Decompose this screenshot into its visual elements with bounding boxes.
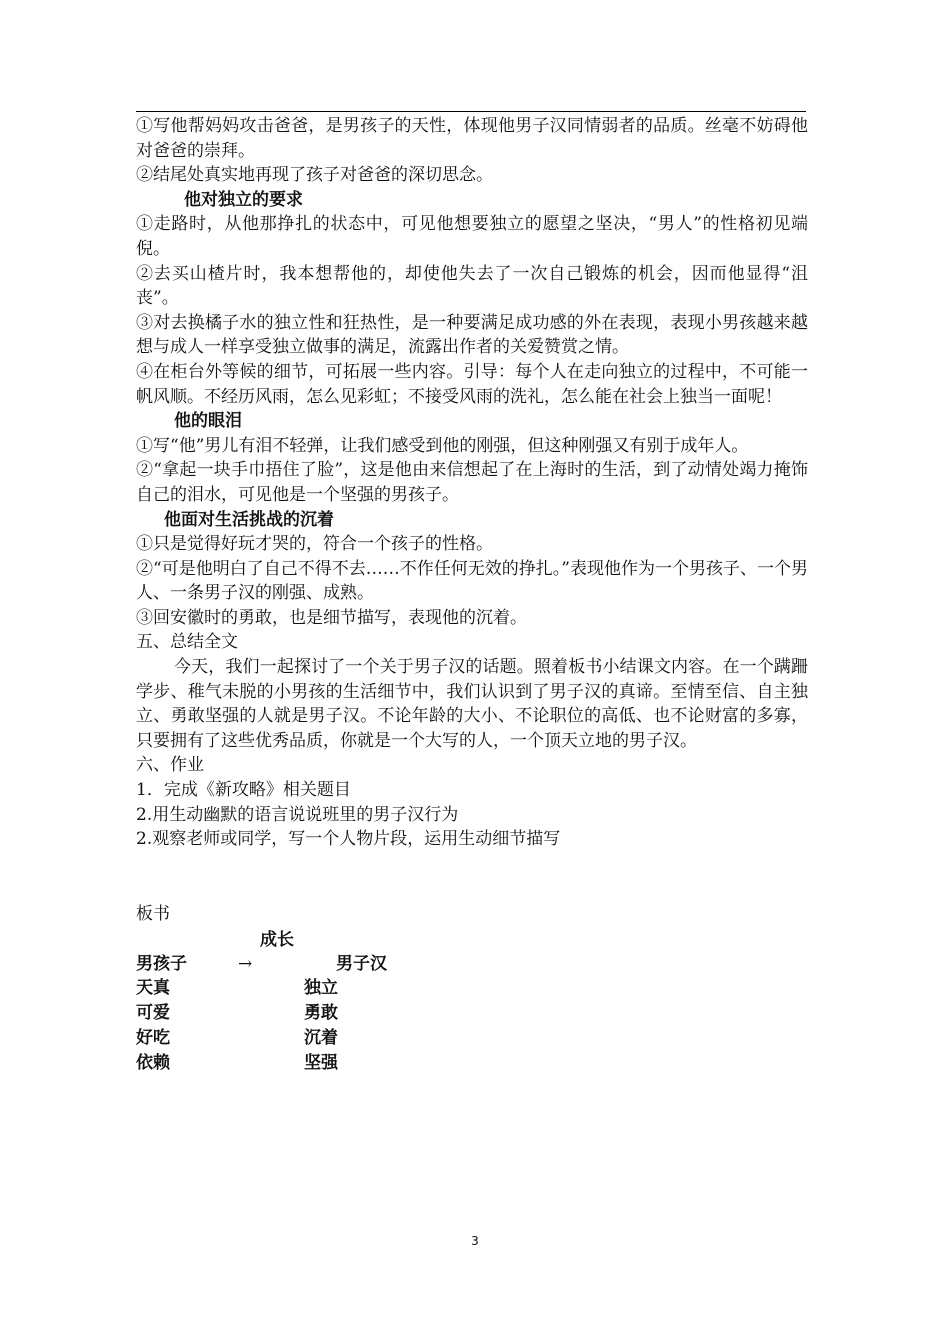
- homework-item: 2.观察老师或同学，写一个人物片段，运用生动细节描写: [136, 829, 561, 850]
- board-title: 板书: [136, 903, 170, 924]
- paragraph: ②去买山楂片时，我本想帮他的，却使他失去了一次自己锻炼的机会，因而他显得“沮丧”。: [136, 263, 808, 309]
- paragraph: ①写他帮妈妈攻击爸爸，是男孩子的天性，体现他男子汉同情弱者的品质。丝毫不妨碍他对爸爸的崇拜。: [136, 116, 808, 161]
- board-right-item: 独立: [304, 978, 338, 999]
- homework-item: 2.用生动幽默的语言说说班里的男子汉行为: [136, 804, 459, 825]
- paragraph: ①走路时，从他那挣扎的状态中，可见他想要独立的愿望之坚决，“男人”的性格初见端倪。: [136, 214, 808, 259]
- homework-item: 1．完成《新攻略》相关题目: [136, 780, 351, 801]
- summary-paragraph: 今天，我们一起探讨了一个关于男子汉的话题。照着板书小结课文内容。在一个蹒跚学步、稚气未脱的小男孩的生活细节中，我们认识到了男子汉的真谛。至情至信、自主独立、勇敢坚强的人就是男子汉。不论年龄的大小、不论职位的高低、也不论财富的多寡，只要拥有了这些优秀品质，你就是一个大写的人，一个顶天立地的男子汉。: [136, 657, 808, 751]
- board-right-head: 男子汉: [336, 954, 387, 975]
- board-left-head: 男孩子: [136, 954, 187, 975]
- paragraph: ①写“他”男儿有泪不轻弹，让我们感受到他的刚强，但这种刚强又有别于成年人。: [136, 435, 749, 456]
- board-left-item: 天真: [136, 978, 170, 999]
- paragraph: ③回安徽时的勇敢，也是细节描写，表现他的沉着。: [136, 607, 527, 628]
- section-heading: 他面对生活挑战的沉着: [164, 509, 334, 530]
- header-rule: [136, 111, 806, 112]
- paragraph: ④在柜台外等候的细节，可拓展一些内容。引导：每个人在走向独立的过程中，不可能一帆风顺。不经历风雨，怎么见彩虹；不接受风雨的洗礼，怎么能在社会上独当一面呢！: [136, 361, 808, 407]
- paragraph: ②“可是他明白了自己不得不去……不作任何无效的挣扎。”表现他作为一个男孩子、一个男人、一条男子汉的刚强、成熟。: [136, 558, 808, 604]
- paragraph: ②“拿起一块手巾捂住了脸”，这是他由来信想起了在上海时的生活，到了动情处竭力掩饰自己的泪水，可见他是一个坚强的男孩子。: [136, 460, 808, 505]
- arrow-icon: →: [238, 954, 253, 975]
- board-left-item: 依赖: [136, 1053, 170, 1074]
- board-right-item: 勇敢: [304, 1003, 338, 1024]
- paragraph: ①只是觉得好玩才哭的，符合一个孩子的性格。: [136, 534, 493, 555]
- blackboard-summary: [136, 928, 808, 1078]
- part-title: 五、总结全文: [136, 632, 238, 653]
- board-left-item: 可爱: [136, 1003, 170, 1024]
- paragraph: ②结尾处真实地再现了孩子对爸爸的深切思念。: [136, 165, 493, 186]
- board-right-item: 沉着: [304, 1028, 338, 1049]
- section-heading: 他对独立的要求: [184, 189, 303, 210]
- section-heading: 他的眼泪: [174, 411, 242, 432]
- board-growth: 成长: [260, 930, 294, 951]
- board-left-item: 好吃: [136, 1028, 170, 1049]
- board-right-item: 坚强: [304, 1053, 338, 1074]
- page-number: 3: [471, 1234, 479, 1248]
- paragraph: ③对去换橘子水的独立性和狂热性，是一种要满足成功感的外在表现，表现小男孩越来越想与成人一样享受独立做事的满足，流露出作者的关爱赞赏之情。: [136, 312, 808, 358]
- document-body: [136, 114, 808, 1078]
- part-title: 六、作业: [136, 755, 204, 776]
